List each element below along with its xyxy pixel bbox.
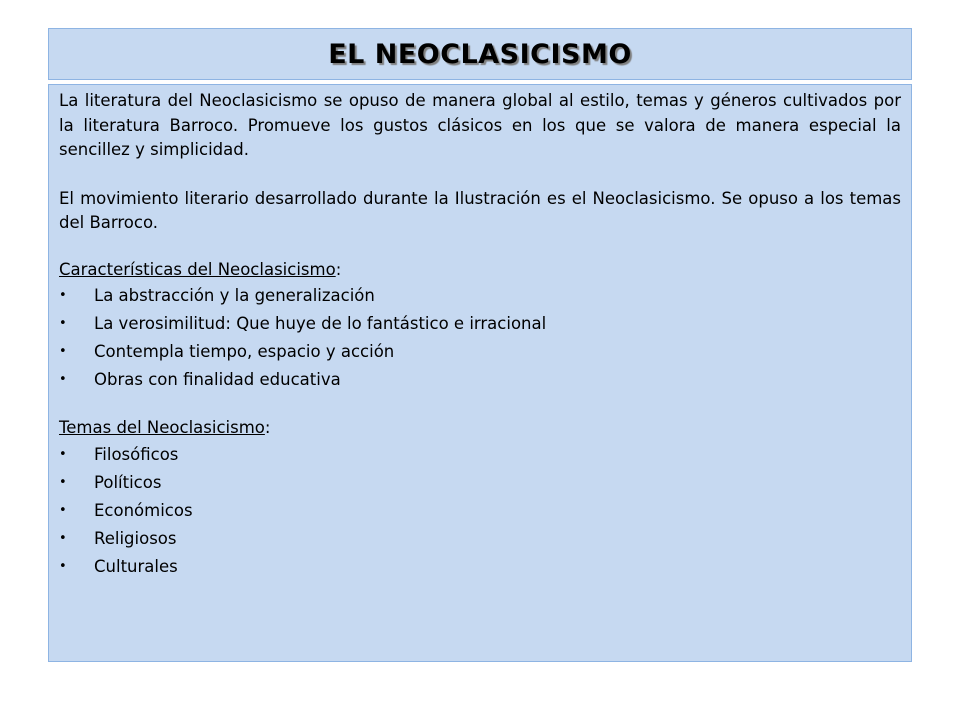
list-item-text: Políticos: [94, 472, 162, 492]
list-item: [59, 553, 901, 581]
list-item-text: Religiosos: [94, 528, 177, 548]
bullet-icon: •: [59, 474, 67, 490]
bullet-icon: •: [59, 558, 67, 574]
caracteristicas-heading: [59, 258, 901, 283]
list-item-text: Filosóficos: [94, 444, 179, 464]
list-item-text: Culturales: [94, 556, 178, 576]
list-item: [59, 282, 901, 310]
list-item: [59, 525, 901, 553]
temas-list: [59, 441, 901, 581]
bullet-icon: •: [59, 344, 67, 359]
list-item-text: Obras con finalidad educativa: [94, 370, 341, 389]
list-item: [59, 310, 901, 338]
caracteristicas-heading-colon: :: [335, 259, 342, 279]
bullet-icon: •: [59, 372, 67, 387]
list-item: [59, 338, 901, 366]
list-item-text: Contempla tiempo, espacio y acción: [94, 342, 395, 361]
bullet-icon: •: [59, 446, 67, 462]
caracteristicas-heading-text: Características del Neoclasicismo: [59, 259, 336, 279]
caracteristicas-list: [59, 282, 901, 394]
list-item-text: Económicos: [94, 500, 193, 520]
bullet-icon: •: [59, 316, 67, 331]
list-item-text: La verosimilitud: Que huye de lo fantástico e irracional: [94, 314, 547, 333]
intro-paragraph: La literatura del Neoclasicismo se opuso de manera global al estilo, temas y géneros cultivados por la literatura Barroco. Promueve los gustos clásicos en los que se valora de manera especial la sencillez y simplicidad.: [59, 91, 901, 159]
list-item: [59, 441, 901, 469]
page-title: EL NEOCLASICISMO: [328, 38, 632, 70]
list-item-text: La abstracción y la generalización: [94, 286, 375, 305]
ilustracion-paragraph: El movimiento literario desarrollado durante la Ilustración es el Neoclasicismo. Se opuso a los temas del Barroco.: [59, 188, 901, 232]
list-item: [59, 469, 901, 497]
title-bar: [48, 28, 912, 80]
list-item: [59, 366, 901, 394]
list-item: [59, 497, 901, 525]
temas-heading: [59, 416, 901, 441]
temas-heading-colon: :: [264, 418, 271, 437]
content-panel: [48, 84, 912, 662]
temas-heading-text: Temas del Neoclasicismo: [59, 418, 265, 437]
bullet-icon: •: [59, 288, 67, 303]
bullet-icon: •: [59, 502, 67, 518]
bullet-icon: •: [59, 530, 67, 546]
